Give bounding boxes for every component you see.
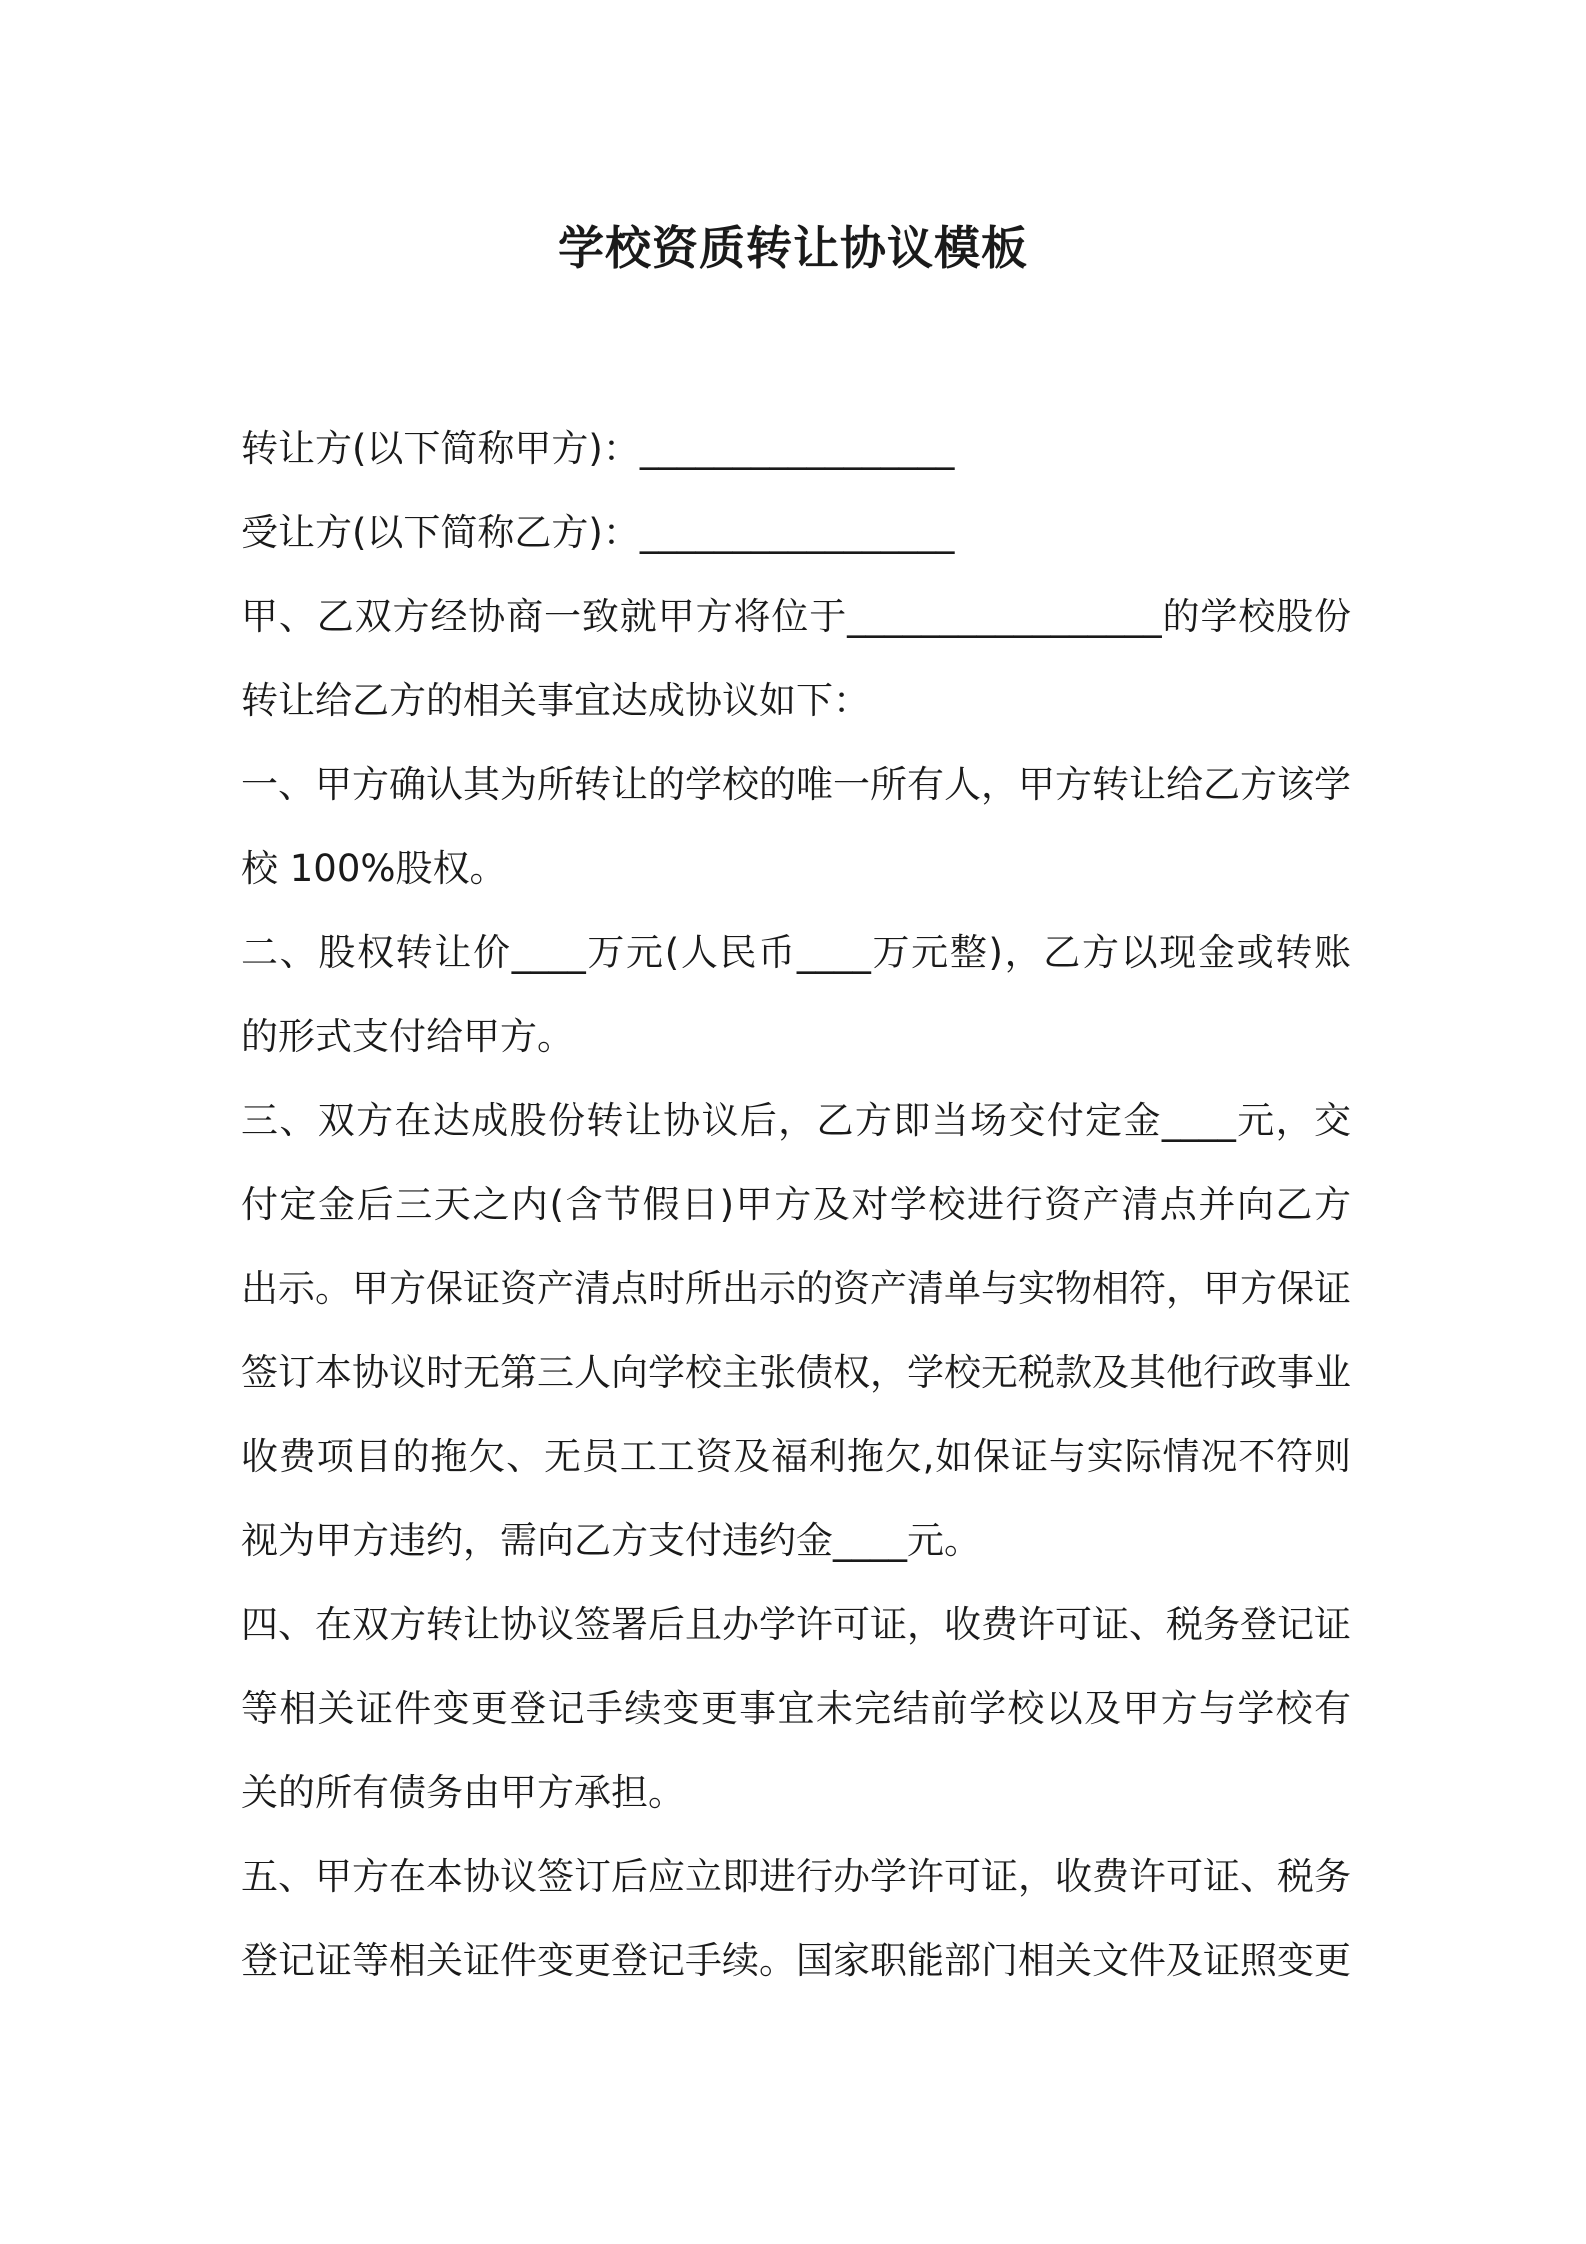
text-line: 出示。甲方保证资产清点时所出示的资产清单与实物相符，甲方保证: [241, 1267, 1351, 1310]
document-title: 学校资质转让协议模板: [558, 221, 1028, 275]
text-line: 二、股权转让价____万元(人民币____万元整)，乙方以现金或转账: [241, 931, 1351, 974]
text-line: 付定金后三天之内(含节假日)甲方及对学校进行资产清点并向乙方: [241, 1183, 1351, 1226]
text-line: 转让给乙方的相关事宜达成协议如下：: [241, 679, 870, 722]
text-line: 四、在双方转让协议签署后且办学许可证，收费许可证、税务登记证: [241, 1603, 1351, 1646]
text-line: 收费项目的拖欠、无员工工资及福利拖欠,如保证与实际情况不符则: [241, 1435, 1351, 1478]
text-line: 等相关证件变更登记手续变更事宜未完结前学校以及甲方与学校有: [241, 1687, 1351, 1730]
text-line: 的形式支付给甲方。: [241, 1015, 574, 1058]
text-line: 签订本协议时无第三人向学校主张债权，学校无税款及其他行政事业: [241, 1351, 1351, 1394]
text-line: 五、甲方在本协议签订后应立即进行办学许可证，收费许可证、税务: [241, 1855, 1351, 1898]
text-line: 三、双方在达成股份转让协议后，乙方即当场交付定金____元，交: [241, 1099, 1351, 1142]
text-line: 关的所有债务由甲方承担。: [241, 1771, 685, 1814]
text-line: 校 100%股权。: [241, 847, 507, 890]
text-line: 转让方(以下简称甲方)：_________________: [241, 427, 955, 470]
text-line: 一、甲方确认其为所转让的学校的唯一所有人，甲方转让给乙方该学: [241, 763, 1351, 806]
document-body: [241, 407, 1351, 2003]
text-line: 视为甲方违约，需向乙方支付违约金____元。: [241, 1519, 981, 1562]
text-line: 受让方(以下简称乙方)：_________________: [241, 511, 955, 554]
text-line: 登记证等相关证件变更登记手续。国家职能部门相关文件及证照变更: [241, 1939, 1351, 1982]
text-line: 甲、乙双方经协商一致就甲方将位于_________________的学校股份: [241, 595, 1351, 638]
